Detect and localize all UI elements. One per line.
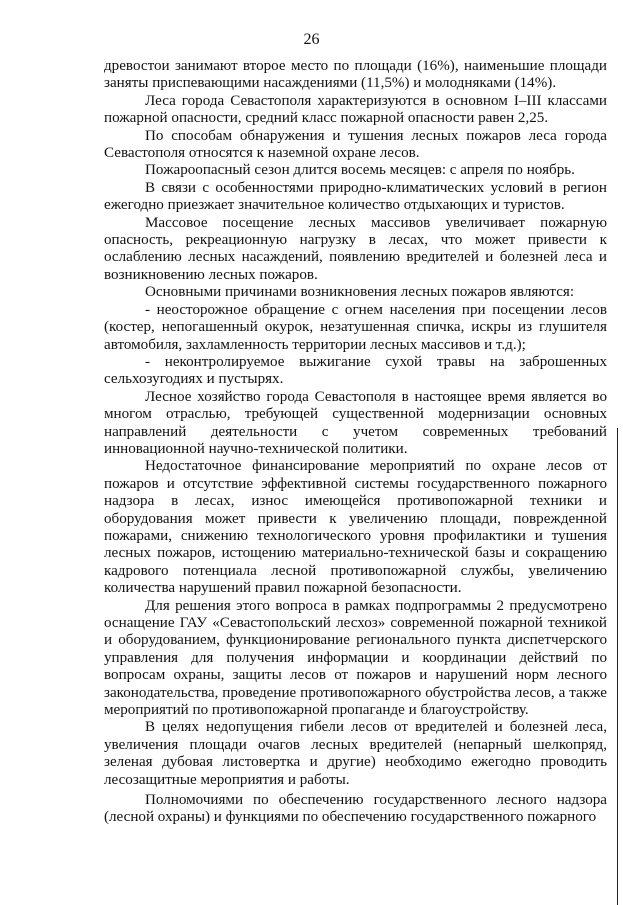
paragraph: Массовое посещение лесных массивов увеличивает пожарную опасность, рекреационную нагрузку в лесах, что может привести к ослаблению лесных насаждений, появлению вредителей и болезней леса и возникновению лесных пожаров.: [104, 214, 607, 283]
list-item: - неосторожное обращение с огнем населения при посещении лесов (костер, непогашенный окурок, незатушенная спичка, искры из глушителя автомобиля, захламленность территории лесных массивов и т.д.);: [104, 301, 607, 353]
body-text: [104, 58, 607, 827]
paragraph: Полномочиями по обеспечению государственного лесного надзора (лесной охраны) и функциями по обеспечению государственного пожарного: [104, 792, 607, 826]
paragraph: Основными причинами возникновения лесных пожаров являются:: [145, 284, 575, 301]
page-number: 26: [303, 31, 320, 48]
paragraph: По способам обнаружения и тушения лесных пожаров леса города Севастополя относятся к наземной охране лесов.: [104, 127, 607, 162]
paragraph: В целях недопущения гибели лесов от вредителей и болезней леса, увеличения площади очагов лесных вредителей (непарный шелкопряд, зеленая дубовая листовертка и другие) необходимо ежегодно проводить лесозащитные мероприятия и работы.: [104, 719, 607, 788]
paragraph: Лесное хозяйство города Севастополя в настоящее время является во многом отраслью, требующей существенной модернизации основных направлений деятельности с учетом современных требований инновационной научно-технической политики.: [104, 388, 607, 457]
paragraph: В связи с особенностями природно-климатических условий в регион ежегодно приезжает значительное количество отдыхающих и туристов.: [104, 179, 607, 214]
paragraph: Для решения этого вопроса в рамках подпрограммы 2 предусмотрено оснащение ГАУ «Севастопольский лесхоз» современной пожарной техникой и оборудованием, функционирование регионального пункта диспетчерского управления для получения информации и координации действий по вопросам охраны, защиты лесов от пожаров и нарушений норм лесного законодательства, проведение противопожарного обустройства лесов, а также мероприятий по противопожарной пропаганде и благоустройству.: [104, 597, 607, 719]
paragraph: Недостаточное финансирование мероприятий по охране лесов от пожаров и отсутствие эффективной системы государственного пожарного надзора в лесах, износ имеющейся противопожарной техники и оборудования может привести к увеличению площади, поврежденной пожарами, снижению технологического уровня профилактики и тушения лесных пожаров, истощению материально-технической базы и сокращению кадрового потенциала лесной противопожарной службы, увеличению количества нарушений правил пожарной безопасности.: [104, 458, 607, 597]
list-item: - неконтролируемое выжигание сухой травы на заброшенных сельхозугодиях и пустырях.: [104, 353, 607, 388]
paragraph: древостои занимают второе место по площади (16%), наименьшие площади заняты приспевающими насаждениями (11,5%) и молодняками (14%).: [104, 58, 607, 92]
paragraph: Пожароопасный сезон длится восемь месяцев: с апреля по ноябрь.: [145, 162, 575, 179]
scan-margin-line: [617, 428, 618, 905]
paragraph: Леса города Севастополя характеризуются в основном I–III классами пожарной опасности, средний класс пожарной опасности равен 2,25.: [104, 92, 607, 127]
